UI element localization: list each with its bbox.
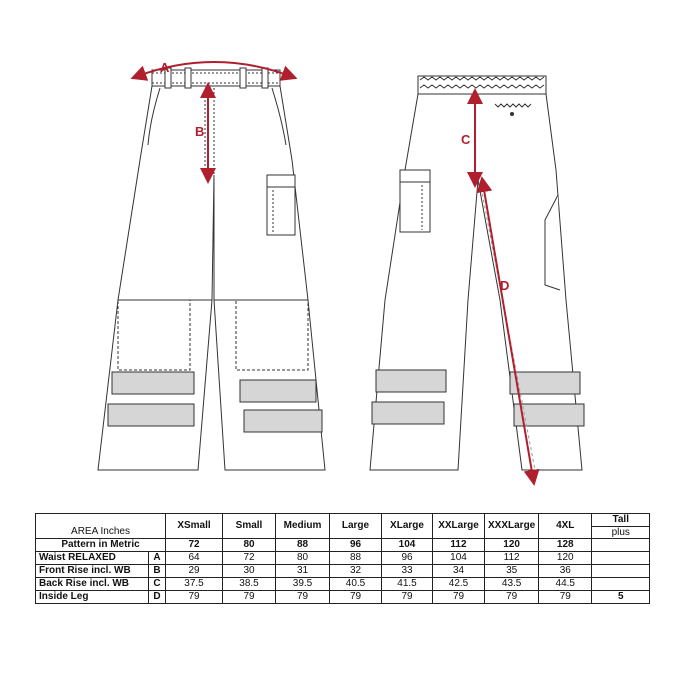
back-left-reflective-band-upper [376, 370, 446, 392]
size-header: XLarge [382, 514, 433, 539]
dimension-b-label: B [195, 124, 205, 139]
back-right-reflective-band-upper [510, 372, 580, 394]
pattern-value: 128 [539, 539, 592, 552]
cell-value: 41.5 [382, 578, 433, 591]
cell-value: 42.5 [433, 578, 485, 591]
pattern-value: 104 [382, 539, 433, 552]
area-header: AREA Inches [36, 514, 166, 539]
back-left-reflective-band-lower [372, 402, 444, 424]
cell-value: 35 [485, 565, 539, 578]
back-view-trousers [370, 76, 584, 470]
cell-value: 43.5 [485, 578, 539, 591]
cell-value: 33 [382, 565, 433, 578]
size-header: Medium [276, 514, 330, 539]
cell-value: 31 [276, 565, 330, 578]
cell-value: 30 [223, 565, 276, 578]
tall-subheader: plus [611, 527, 630, 538]
size-header: 4XL [539, 514, 592, 539]
tall-header: Tall [592, 514, 649, 527]
pattern-label: Pattern in Metric [36, 539, 166, 552]
size-chart-table [35, 513, 650, 604]
pattern-value: 80 [223, 539, 276, 552]
cell-value: 34 [433, 565, 485, 578]
front-right-reflective-band-upper [240, 380, 316, 402]
cell-value: 79 [539, 591, 592, 604]
cell-value: 32 [330, 565, 382, 578]
cell-value: 79 [433, 591, 485, 604]
pattern-row [36, 539, 650, 552]
table-row [36, 552, 650, 565]
cell-value: 79 [330, 591, 382, 604]
tall-header-cell [592, 514, 650, 539]
cell-value: 36 [539, 565, 592, 578]
cell-value: 37.5 [166, 578, 223, 591]
cell-value: 72 [223, 552, 276, 565]
pattern-value: 120 [485, 539, 539, 552]
cell-value: 44.5 [539, 578, 592, 591]
front-left-reflective-band-lower [108, 404, 194, 426]
cell-value: 79 [485, 591, 539, 604]
dimension-d-label: D [500, 278, 510, 293]
front-left-reflective-band-upper [112, 372, 194, 394]
table-header-row [36, 514, 650, 539]
cell-value: 112 [485, 552, 539, 565]
cell-value: 79 [166, 591, 223, 604]
front-right-reflective-band-lower [244, 410, 322, 432]
row-label: Inside Leg [36, 591, 149, 604]
row-label: Front Rise incl. WB [36, 565, 149, 578]
row-letter: B [149, 565, 166, 578]
tall-value [592, 565, 650, 578]
table-row [36, 591, 650, 604]
tall-value [592, 552, 650, 565]
size-header: XXXLarge [485, 514, 539, 539]
size-header: Small [223, 514, 276, 539]
size-header: XXLarge [433, 514, 485, 539]
row-letter: D [149, 591, 166, 604]
pattern-value: 72 [166, 539, 223, 552]
cell-value: 40.5 [330, 578, 382, 591]
cell-value: 80 [276, 552, 330, 565]
cell-value: 29 [166, 565, 223, 578]
cell-value: 38.5 [223, 578, 276, 591]
cell-value: 79 [382, 591, 433, 604]
table-row [36, 565, 650, 578]
dimension-c-label: C [461, 132, 471, 147]
tall-value [592, 578, 650, 591]
tall-value: 5 [592, 591, 650, 604]
cell-value: 120 [539, 552, 592, 565]
dimension-a-label: A [160, 60, 170, 75]
pattern-value: 112 [433, 539, 485, 552]
pattern-tall-value [592, 539, 650, 552]
cell-value: 79 [276, 591, 330, 604]
pattern-value: 96 [330, 539, 382, 552]
cell-value: 96 [382, 552, 433, 565]
table-row [36, 578, 650, 591]
cell-value: 104 [433, 552, 485, 565]
cell-value: 88 [330, 552, 382, 565]
size-header: Large [330, 514, 382, 539]
front-view-trousers [98, 68, 325, 470]
cell-value: 64 [166, 552, 223, 565]
row-letter: C [149, 578, 166, 591]
cell-value: 39.5 [276, 578, 330, 591]
row-letter: A [149, 552, 166, 565]
cell-value: 79 [223, 591, 276, 604]
row-label: Waist RELAXED [36, 552, 149, 565]
pattern-value: 88 [276, 539, 330, 552]
row-label: Back Rise incl. WB [36, 578, 149, 591]
size-header: XSmall [166, 514, 223, 539]
